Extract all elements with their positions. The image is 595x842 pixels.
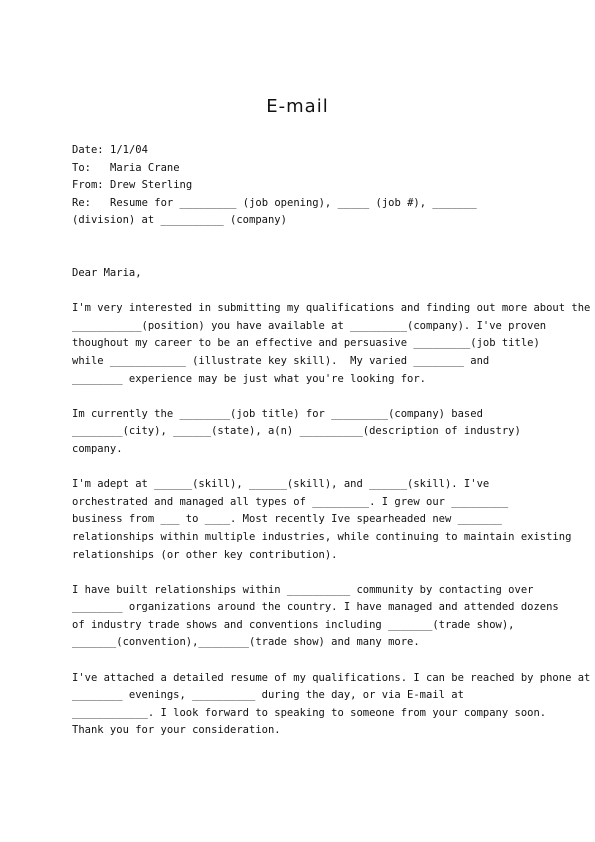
date-label: Date:: [72, 144, 104, 156]
paragraph-4: [72, 582, 559, 652]
paragraph-line: relationships (or other key contribution).: [72, 548, 338, 561]
from-label: From:: [72, 179, 104, 191]
re-row: [72, 195, 477, 213]
paragraph-line: of industry trade shows and conventions including _______(trade show),: [72, 618, 515, 631]
salutation: [72, 265, 532, 283]
re-label: Re:: [72, 196, 91, 209]
paragraph-line: thoughout my career to be an effective and persuasive _________(job title): [72, 337, 540, 350]
date-value: 1/1/04: [110, 144, 148, 156]
to-value: Maria Crane: [110, 161, 180, 174]
paragraph-line: orchestrated and managed all types of _________. I grew our _________: [72, 495, 509, 508]
paragraph-line: business from ___ to ____. Most recently Ive spearheaded new _______: [72, 513, 502, 526]
paragraph-line: ___________(position) you have available at _________(company). I've proven: [72, 319, 547, 332]
date-row: [72, 142, 477, 160]
to-row: [72, 160, 477, 178]
paragraph-line: ________(city), ______(state), a(n) __________(description of industry): [72, 425, 521, 438]
paragraph-line: I have built relationships within __________ community by contacting over: [72, 583, 534, 596]
paragraph-line: while ____________ (illustrate key skill). My varied ________ and: [72, 354, 490, 367]
paragraph-line: ________ organizations around the country. I have managed and attended dozens: [72, 601, 559, 614]
paragraph-line: I've attached a detailed resume of my qualifications. I can be reached by phone at: [72, 671, 591, 684]
paragraph-2: [72, 406, 532, 459]
to-label: To:: [72, 161, 91, 174]
salutation-text: Dear Maria,: [72, 267, 142, 279]
memo-header: [72, 142, 477, 230]
paragraph-line: Thank you for your consideration.: [72, 724, 281, 737]
paragraph-line: relationships within multiple industries, while continuing to maintain existing: [72, 530, 572, 543]
from-row: [72, 177, 477, 195]
paragraph-line: Im currently the ________(job title) for _________(company) based: [72, 407, 483, 420]
paragraph-3: [72, 476, 572, 564]
paragraph-line: ________ experience may be just what you're looking for.: [72, 372, 427, 385]
paragraph-line: I'm very interested in submitting my qualifications and finding out more about the: [72, 302, 591, 315]
from-value: Drew Sterling: [110, 179, 193, 191]
paragraph-1: [72, 300, 591, 388]
paragraph-line: I'm adept at ______(skill), ______(skill), and ______(skill). I've: [72, 478, 490, 491]
document-title: E-mail: [266, 96, 329, 117]
paragraph-line: ________ evenings, __________ during the day, or via E-mail at: [72, 689, 464, 702]
paragraph-5: [72, 670, 591, 740]
letter-body: [72, 265, 591, 758]
paragraph-line: _______(convention),________(trade show) and many more.: [72, 636, 420, 649]
re-continuation: (division) at __________ (company): [72, 214, 287, 226]
re-value: Resume for _________ (job opening), _____ (job #), _______: [110, 196, 477, 209]
paragraph-line: ____________. I look forward to speaking to someone from your company soon.: [72, 706, 547, 719]
paragraph-line: company.: [72, 442, 123, 455]
